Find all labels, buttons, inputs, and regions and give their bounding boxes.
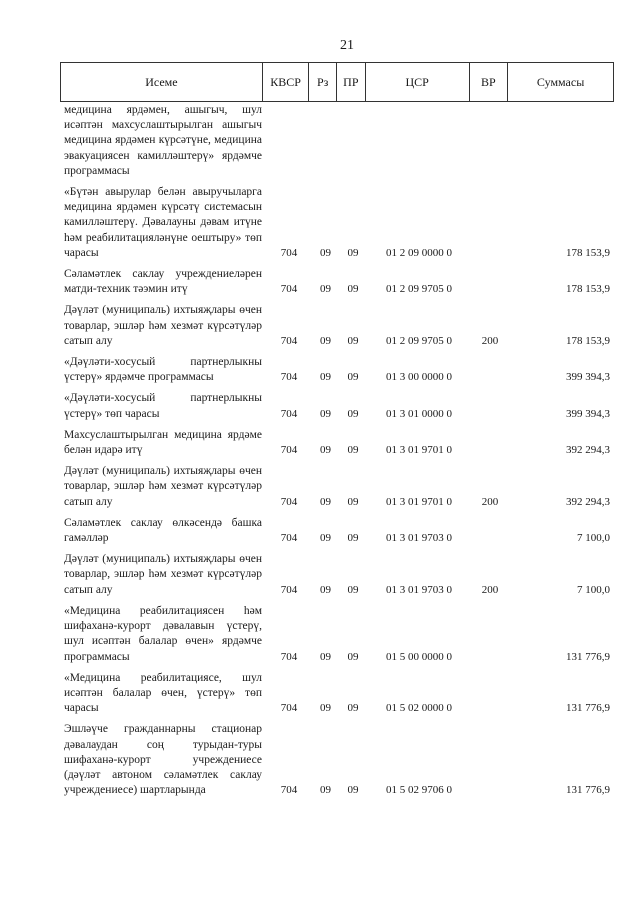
row-rz: 09 <box>320 371 331 384</box>
row-rz: 09 <box>320 650 331 663</box>
row-name: Дәүләт (муниципаль) ихтыяҗлары өчен товарлар, эшләр һәм хезмәт күрсәтүләр сатып алу <box>64 304 262 347</box>
header-pr: ПР <box>337 63 366 101</box>
row-rz: 09 <box>320 283 331 296</box>
header-name: Исеме <box>61 63 263 101</box>
row-rz: 09 <box>320 702 331 715</box>
row-pr: 09 <box>347 532 359 545</box>
row-pr: 09 <box>347 784 359 797</box>
row-rz: 09 <box>320 246 331 259</box>
row-sum: 399 394,3 <box>566 371 610 384</box>
row-csr: 01 3 01 9701 0 <box>386 444 452 457</box>
table-row <box>64 722 610 798</box>
table-row <box>64 464 610 510</box>
row-vr: 200 <box>481 334 499 347</box>
row-csr: 01 3 01 9701 0 <box>386 495 452 508</box>
row-kvsr: 704 <box>280 495 298 508</box>
row-csr: 01 5 00 0000 0 <box>386 650 452 663</box>
row-csr: 01 2 09 9705 0 <box>386 334 452 347</box>
table-row <box>64 103 610 179</box>
table-row <box>64 604 610 665</box>
row-sum: 178 153,9 <box>566 246 610 259</box>
row-sum: 131 776,9 <box>566 650 610 663</box>
header-vr: ВР <box>470 63 509 101</box>
row-rz: 09 <box>320 583 331 596</box>
row-pr: 09 <box>347 283 359 296</box>
row-rz: 09 <box>320 334 331 347</box>
row-sum: 7 100,0 <box>577 532 610 545</box>
row-pr: 09 <box>347 583 359 596</box>
row-kvsr: 704 <box>280 444 298 457</box>
row-sum: 178 153,9 <box>566 283 610 296</box>
row-csr: 01 5 02 0000 0 <box>386 702 452 715</box>
row-pr: 09 <box>347 334 359 347</box>
row-rz: 09 <box>320 407 331 420</box>
row-sum: 7 100,0 <box>577 583 610 596</box>
row-name: Сәламәтлек саклау өлкәсендә башка гамәлләр <box>64 516 262 545</box>
row-name: «Медицина реабилитациясен һәм шифаханә-курорт дәвалавын үстерү, шул исәптән балалар өчен» ярдәмче программасы <box>64 604 262 663</box>
row-kvsr: 704 <box>280 334 298 347</box>
row-kvsr: 704 <box>280 702 298 715</box>
row-rz: 09 <box>320 495 331 508</box>
table-body <box>64 103 610 804</box>
row-vr: 200 <box>481 583 499 596</box>
row-rz: 09 <box>320 784 331 797</box>
row-sum: 392 294,3 <box>566 495 610 508</box>
row-sum: 131 776,9 <box>566 784 610 797</box>
row-csr: 01 2 09 0000 0 <box>386 246 452 259</box>
row-kvsr: 704 <box>280 246 298 259</box>
row-kvsr: 704 <box>280 650 298 663</box>
row-kvsr: 704 <box>280 583 298 596</box>
header-rz: Рз <box>309 63 337 101</box>
row-csr: 01 3 00 0000 0 <box>386 371 452 384</box>
row-pr: 09 <box>347 702 359 715</box>
row-kvsr: 704 <box>280 784 298 797</box>
row-name: «Дәүләти-хосусый партнерлыкны үстерү» төп чарасы <box>64 392 262 420</box>
row-vr: 200 <box>481 495 499 508</box>
table-row <box>64 267 610 297</box>
table-row <box>64 516 610 546</box>
row-kvsr: 704 <box>280 371 298 384</box>
row-name: медицина ярдәмен, ашыгыч, шул исәптән махсуслаштырылган ашыгыч медицина ярдәмен күрсәтүне, медицина эвакуациясен камилләштерү» ярдәмче программасы <box>64 104 262 177</box>
row-rz: 09 <box>320 444 331 457</box>
row-pr: 09 <box>347 246 359 259</box>
table-row <box>64 303 610 349</box>
row-csr: 01 5 02 9706 0 <box>386 784 452 797</box>
row-rz: 09 <box>320 532 331 545</box>
row-csr: 01 3 01 9703 0 <box>386 532 452 545</box>
table-header <box>60 62 614 102</box>
row-name: «Дәүләти-хосусый партнерлыкны үстерү» ярдәмче программасы <box>64 356 262 384</box>
row-pr: 09 <box>347 650 359 663</box>
row-csr: 01 3 01 0000 0 <box>386 407 452 420</box>
row-sum: 178 153,9 <box>566 334 610 347</box>
header-sum: Суммасы <box>536 74 585 89</box>
row-sum: 392 294,3 <box>566 444 610 457</box>
row-kvsr: 704 <box>280 532 298 545</box>
row-name: Махсуслаштырылган медицина ярдәме белән идарә итү <box>64 428 262 457</box>
row-name: Эшләүче гражданнарны стационар дәвалаудан соң турыдан-туры шифаханә-курорт учреждениесе (дәүләт автоном сәламәтлек саклау учреждениесе) шартларында <box>64 723 262 797</box>
table-row <box>64 391 610 421</box>
row-name: Дәүләт (муниципаль) ихтыяҗлары өчен товарлар, эшләр һәм хезмәт күрсәтүләр сатып алу <box>64 553 262 596</box>
row-name: «Медицина реабилитациясе, шул исәптән балалар өчен, үстерү» төп чарасы <box>64 671 262 715</box>
row-csr: 01 3 01 9703 0 <box>386 583 452 596</box>
row-sum: 131 776,9 <box>566 702 610 715</box>
table-row <box>64 355 610 385</box>
row-pr: 09 <box>347 444 359 457</box>
table-row <box>64 552 610 598</box>
page-number: 21 <box>340 38 354 53</box>
row-kvsr: 704 <box>280 283 298 296</box>
row-name: «Бүтән авырулар белән авыручыларга медицина ярдәмен күрсәтү системасын камилләштерү. Дәвалауны дәвам итүне һәм реабилитацияләнүне оештыру» төп чарасы <box>64 186 262 259</box>
header-csr: ЦСР <box>366 63 470 101</box>
row-pr: 09 <box>347 407 359 420</box>
row-sum: 399 394,3 <box>566 407 610 420</box>
row-pr: 09 <box>347 371 359 384</box>
row-csr: 01 2 09 9705 0 <box>386 283 452 296</box>
table-row <box>64 428 610 458</box>
row-kvsr: 704 <box>280 407 298 420</box>
table-row <box>64 185 610 261</box>
row-name: Дәүләт (муниципаль) ихтыяҗлары өчен товарлар, эшләр һәм хезмәт күрсәтүләр сатып алу <box>64 465 262 508</box>
row-name: Сәламәтлек саклау учреждениеләрен матди-техник тәэмин итү <box>64 268 262 296</box>
table-row <box>64 671 610 717</box>
header-kvsr: КВСР <box>263 63 310 101</box>
row-pr: 09 <box>347 495 359 508</box>
